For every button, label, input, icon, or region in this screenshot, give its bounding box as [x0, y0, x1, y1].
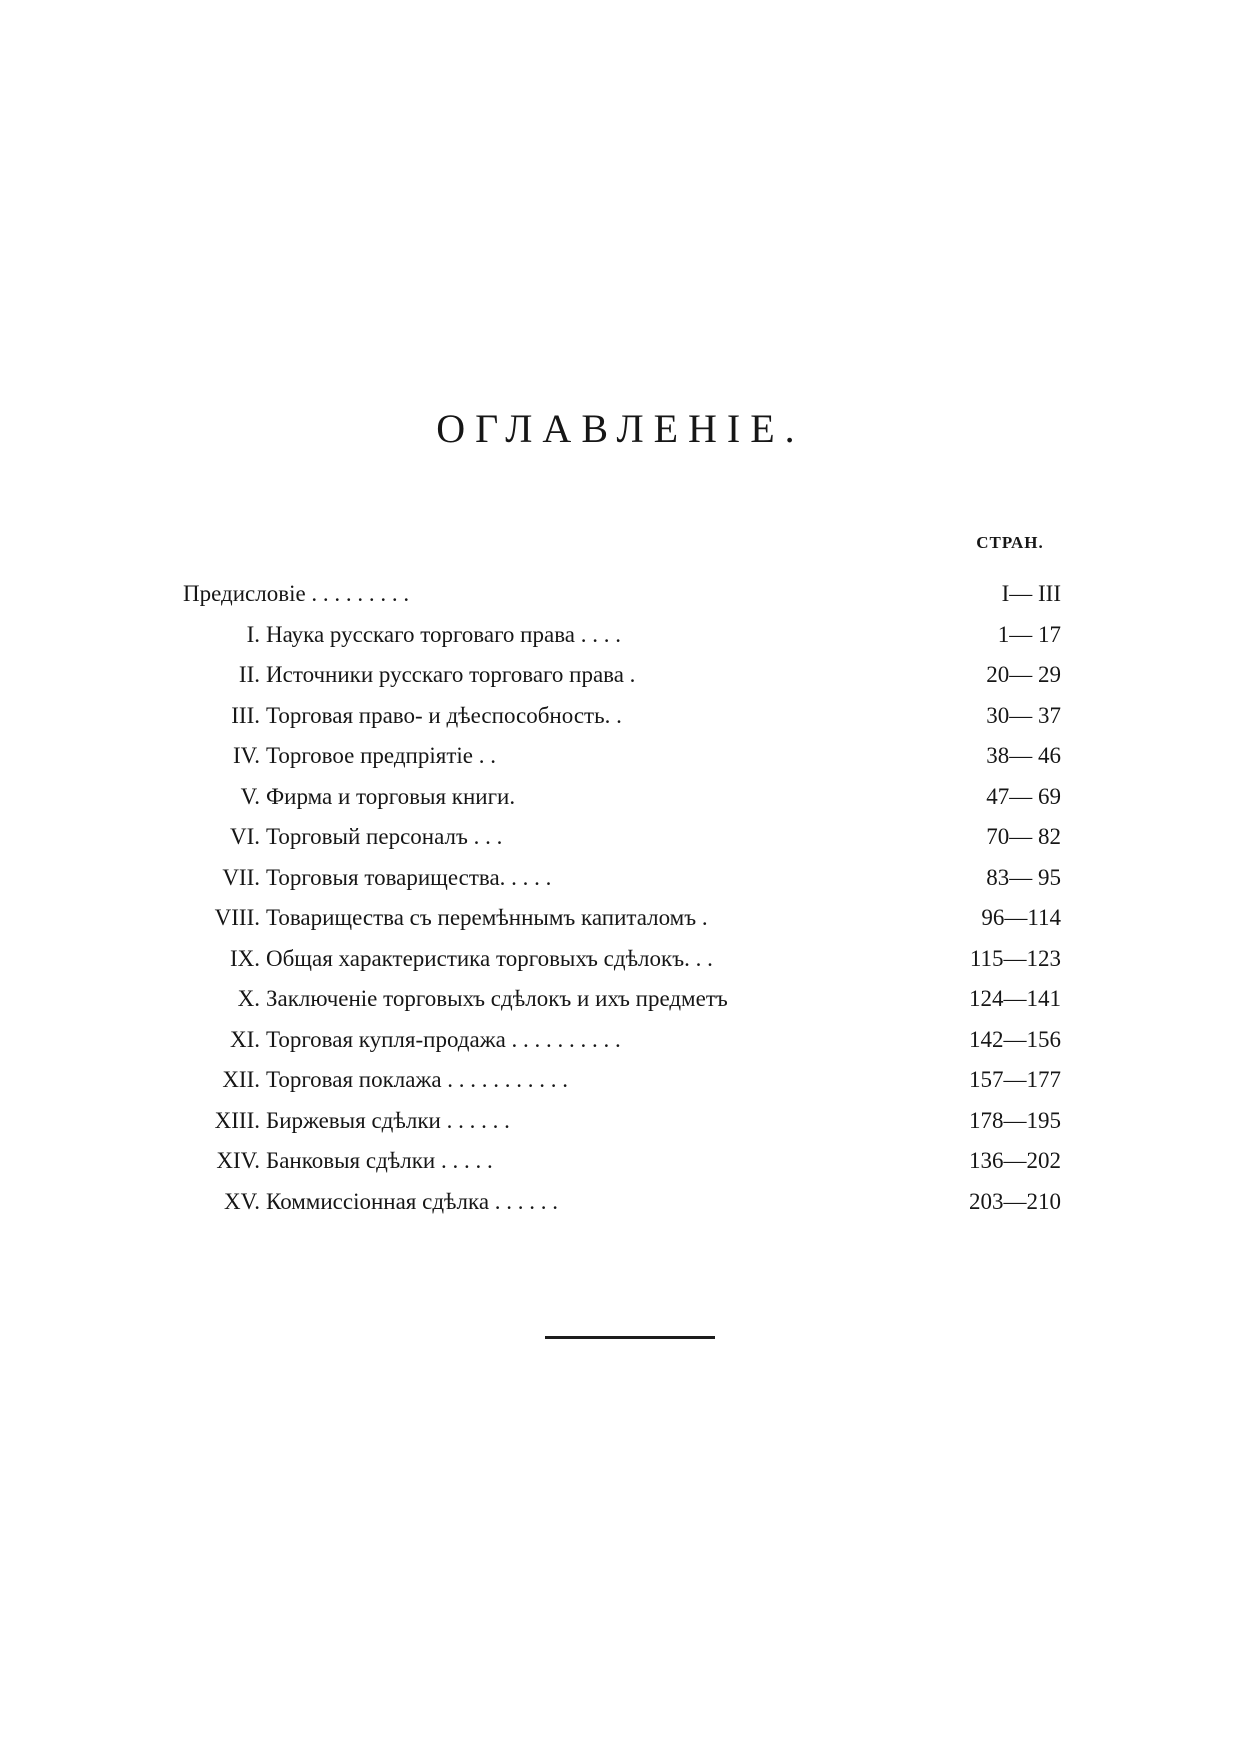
toc-entry	[0, 858, 1241, 899]
chapter-title: Предисловіе . . . . . . . . .	[183, 581, 410, 606]
page-range: 203—210	[969, 1188, 1061, 1214]
page-range: 70— 82	[986, 824, 1061, 849]
chapter-number: X.	[237, 986, 260, 1011]
chapter-number: IV.	[232, 743, 260, 768]
chapter-title: Фирма и торговыя книги.	[266, 783, 516, 809]
chapter-number: XI.	[229, 1026, 260, 1052]
chapter-number: XIII.	[214, 1107, 260, 1133]
chapter-title: Банковыя сдѣлки . . . . .	[266, 1148, 493, 1173]
page-range: 124—141	[969, 986, 1061, 1011]
toc-entry	[0, 898, 1241, 939]
toc-entry	[0, 1060, 1241, 1101]
toc-entry	[0, 1101, 1241, 1142]
page-range: 83— 95	[986, 864, 1061, 890]
page-range: 20— 29	[986, 662, 1061, 687]
chapter-title: Коммиссіонная сдѣлка . . . . . .	[266, 1188, 559, 1214]
page-range: 136—202	[969, 1148, 1061, 1173]
chapter-title: Торговая купля-продажа . . . . . . . . . .	[266, 1026, 621, 1052]
chapter-title: Торговое предпріятіе . .	[266, 743, 496, 768]
toc-entry	[0, 615, 1241, 656]
toc-entry	[0, 979, 1241, 1020]
toc-entry	[0, 1141, 1241, 1182]
page-range: 157—177	[969, 1067, 1061, 1092]
chapter-title: Торговая право- и дѣеспособность. .	[266, 702, 622, 728]
chapter-title: Торговыя товарищества. . . . .	[266, 864, 552, 890]
page-range: 30— 37	[986, 702, 1061, 728]
toc-entry	[0, 777, 1241, 818]
chapter-number: XV.	[223, 1188, 260, 1214]
closing-rule	[545, 1336, 715, 1339]
page-range: 115—123	[969, 945, 1061, 971]
chapter-title: Источники русскаго торговаго права .	[266, 662, 636, 687]
toc-entry	[0, 736, 1241, 777]
chapter-title: Общая характеристика торговыхъ сдѣлокъ. . .	[266, 945, 713, 971]
chapter-number: V.	[240, 783, 260, 809]
chapter-title: Биржевыя сдѣлки . . . . . .	[266, 1107, 510, 1133]
page-title: ОГЛАВЛЕНІЕ.	[436, 406, 805, 451]
page-range: 47— 69	[986, 783, 1061, 809]
page-range: 1— 17	[997, 621, 1061, 647]
page-column-label: СТРАН.	[976, 533, 1044, 552]
chapter-number: III.	[231, 702, 260, 728]
chapter-number: VIII.	[214, 905, 260, 930]
chapter-number: VI.	[229, 824, 260, 849]
chapter-title: Наука русскаго торговаго права . . . .	[266, 621, 621, 647]
toc-entry	[0, 696, 1241, 737]
page-range: I— III	[1001, 581, 1061, 606]
table-of-contents	[0, 574, 1241, 1222]
toc-entry	[0, 817, 1241, 858]
toc-entry	[0, 1020, 1241, 1061]
chapter-title: Товарищества съ перемѣннымъ капиталомъ .	[266, 905, 708, 930]
page-range: 38— 46	[986, 743, 1061, 768]
toc-entry	[0, 1182, 1241, 1223]
chapter-title: Торговый персоналъ . . .	[266, 824, 503, 849]
toc-entry	[0, 655, 1241, 696]
chapter-title: Заключеніе торговыхъ сдѣлокъ и ихъ предметъ	[266, 986, 728, 1011]
chapter-number: II.	[238, 662, 260, 687]
chapter-number: XII.	[222, 1067, 260, 1092]
chapter-number: VII.	[222, 864, 260, 890]
chapter-number: XIV.	[216, 1148, 260, 1173]
toc-entry	[0, 574, 1241, 615]
chapter-title: Торговая поклажа . . . . . . . . . . .	[266, 1067, 569, 1092]
page-range: 142—156	[969, 1026, 1061, 1052]
chapter-number: IX.	[229, 945, 260, 971]
page-range: 96—114	[981, 905, 1061, 930]
toc-entry	[0, 939, 1241, 980]
page-range: 178—195	[969, 1107, 1061, 1133]
chapter-number: I.	[246, 621, 260, 647]
